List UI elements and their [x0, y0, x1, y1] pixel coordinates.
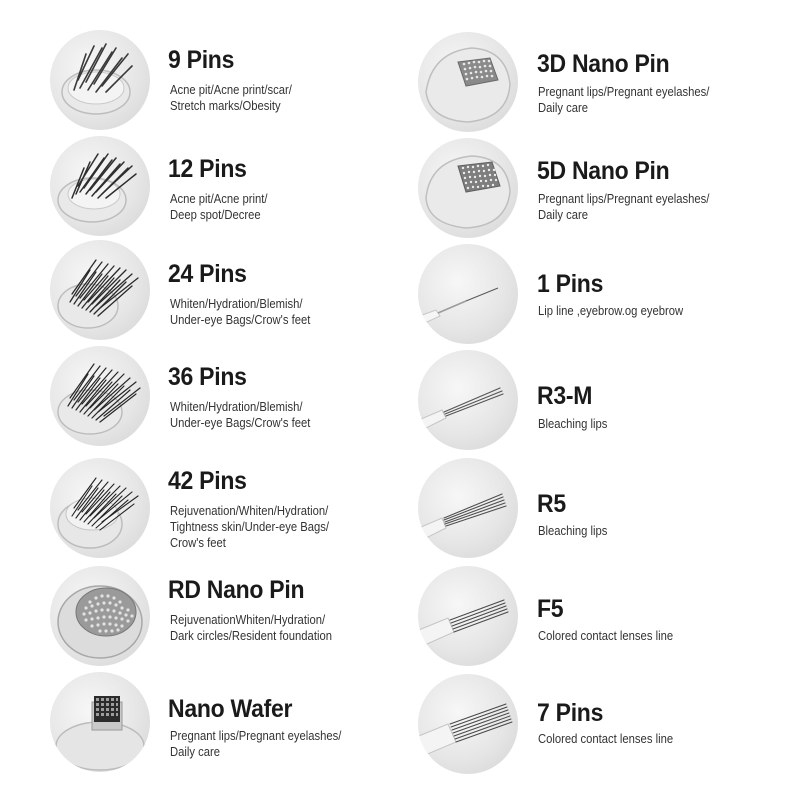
- twenty-four-pin-cartridge-icon: [50, 240, 150, 340]
- product-description: RejuvenationWhiten/Hydration/ Dark circles/Resident foundation: [170, 613, 332, 643]
- product-description: Acne pit/Acne print/ Deep spot/Decree: [170, 192, 268, 222]
- 5d-nano-pin-cartridge-icon: [418, 138, 518, 238]
- nano-wafer-cartridge-icon: [50, 672, 150, 772]
- product-description: Colored contact lenses line: [538, 629, 674, 643]
- product-title: 5D Nano Pin: [537, 157, 670, 185]
- product-description: Rejuvenation/Whiten/Hydration/ Tightness skin/Under-eye Bags/ Crow's feet: [170, 504, 330, 550]
- f5-needle-icon: [418, 566, 518, 666]
- product-title: 1 Pins: [537, 270, 604, 298]
- product-description: Acne pit/Acne print/scar/ Stretch marks/Obesity: [170, 83, 292, 113]
- product-title: F5: [537, 595, 564, 623]
- product-description: Pregnant lips/Pregnant eyelashes/ Daily care: [538, 85, 710, 115]
- 3d-nano-pin-cartridge-icon: [418, 32, 518, 132]
- r5-needle-icon: [418, 458, 518, 558]
- seven-pin-needle-icon: [418, 674, 518, 774]
- product-title: 3D Nano Pin: [537, 50, 670, 78]
- product-title: 36 Pins: [168, 363, 247, 391]
- product-description: Pregnant lips/Pregnant eyelashes/ Daily care: [170, 729, 342, 759]
- product-description: Whiten/Hydration/Blemish/ Under-eye Bags/Crow's feet: [170, 297, 311, 327]
- product-title: 24 Pins: [168, 260, 247, 288]
- product-title: 9 Pins: [168, 46, 235, 74]
- product-title: Nano Wafer: [168, 695, 293, 723]
- nine-pin-cartridge-icon: [50, 30, 150, 130]
- thirty-six-pin-cartridge-icon: [50, 346, 150, 446]
- product-description: Lip line ,eyebrow.og eyebrow: [538, 304, 684, 318]
- product-title: 12 Pins: [168, 155, 247, 183]
- forty-two-pin-cartridge-icon: [50, 458, 150, 558]
- product-description: Whiten/Hydration/Blemish/ Under-eye Bags/Crow's feet: [170, 400, 311, 430]
- product-description: Pregnant lips/Pregnant eyelashes/ Daily care: [538, 192, 710, 222]
- twelve-pin-cartridge-icon: [50, 136, 150, 236]
- r3-m-needle-icon: [418, 350, 518, 450]
- product-title: R3-M: [537, 382, 593, 410]
- product-description: Bleaching lips: [538, 524, 608, 538]
- single-pin-needle-icon: [418, 244, 518, 344]
- product-title: R5: [537, 490, 566, 518]
- product-title: 42 Pins: [168, 467, 247, 495]
- product-description: Colored contact lenses line: [538, 732, 674, 746]
- product-title: RD Nano Pin: [168, 576, 305, 604]
- rd-nano-pin-cartridge-icon: [50, 566, 150, 666]
- product-description: Bleaching lips: [538, 417, 608, 431]
- product-title: 7 Pins: [537, 699, 604, 727]
